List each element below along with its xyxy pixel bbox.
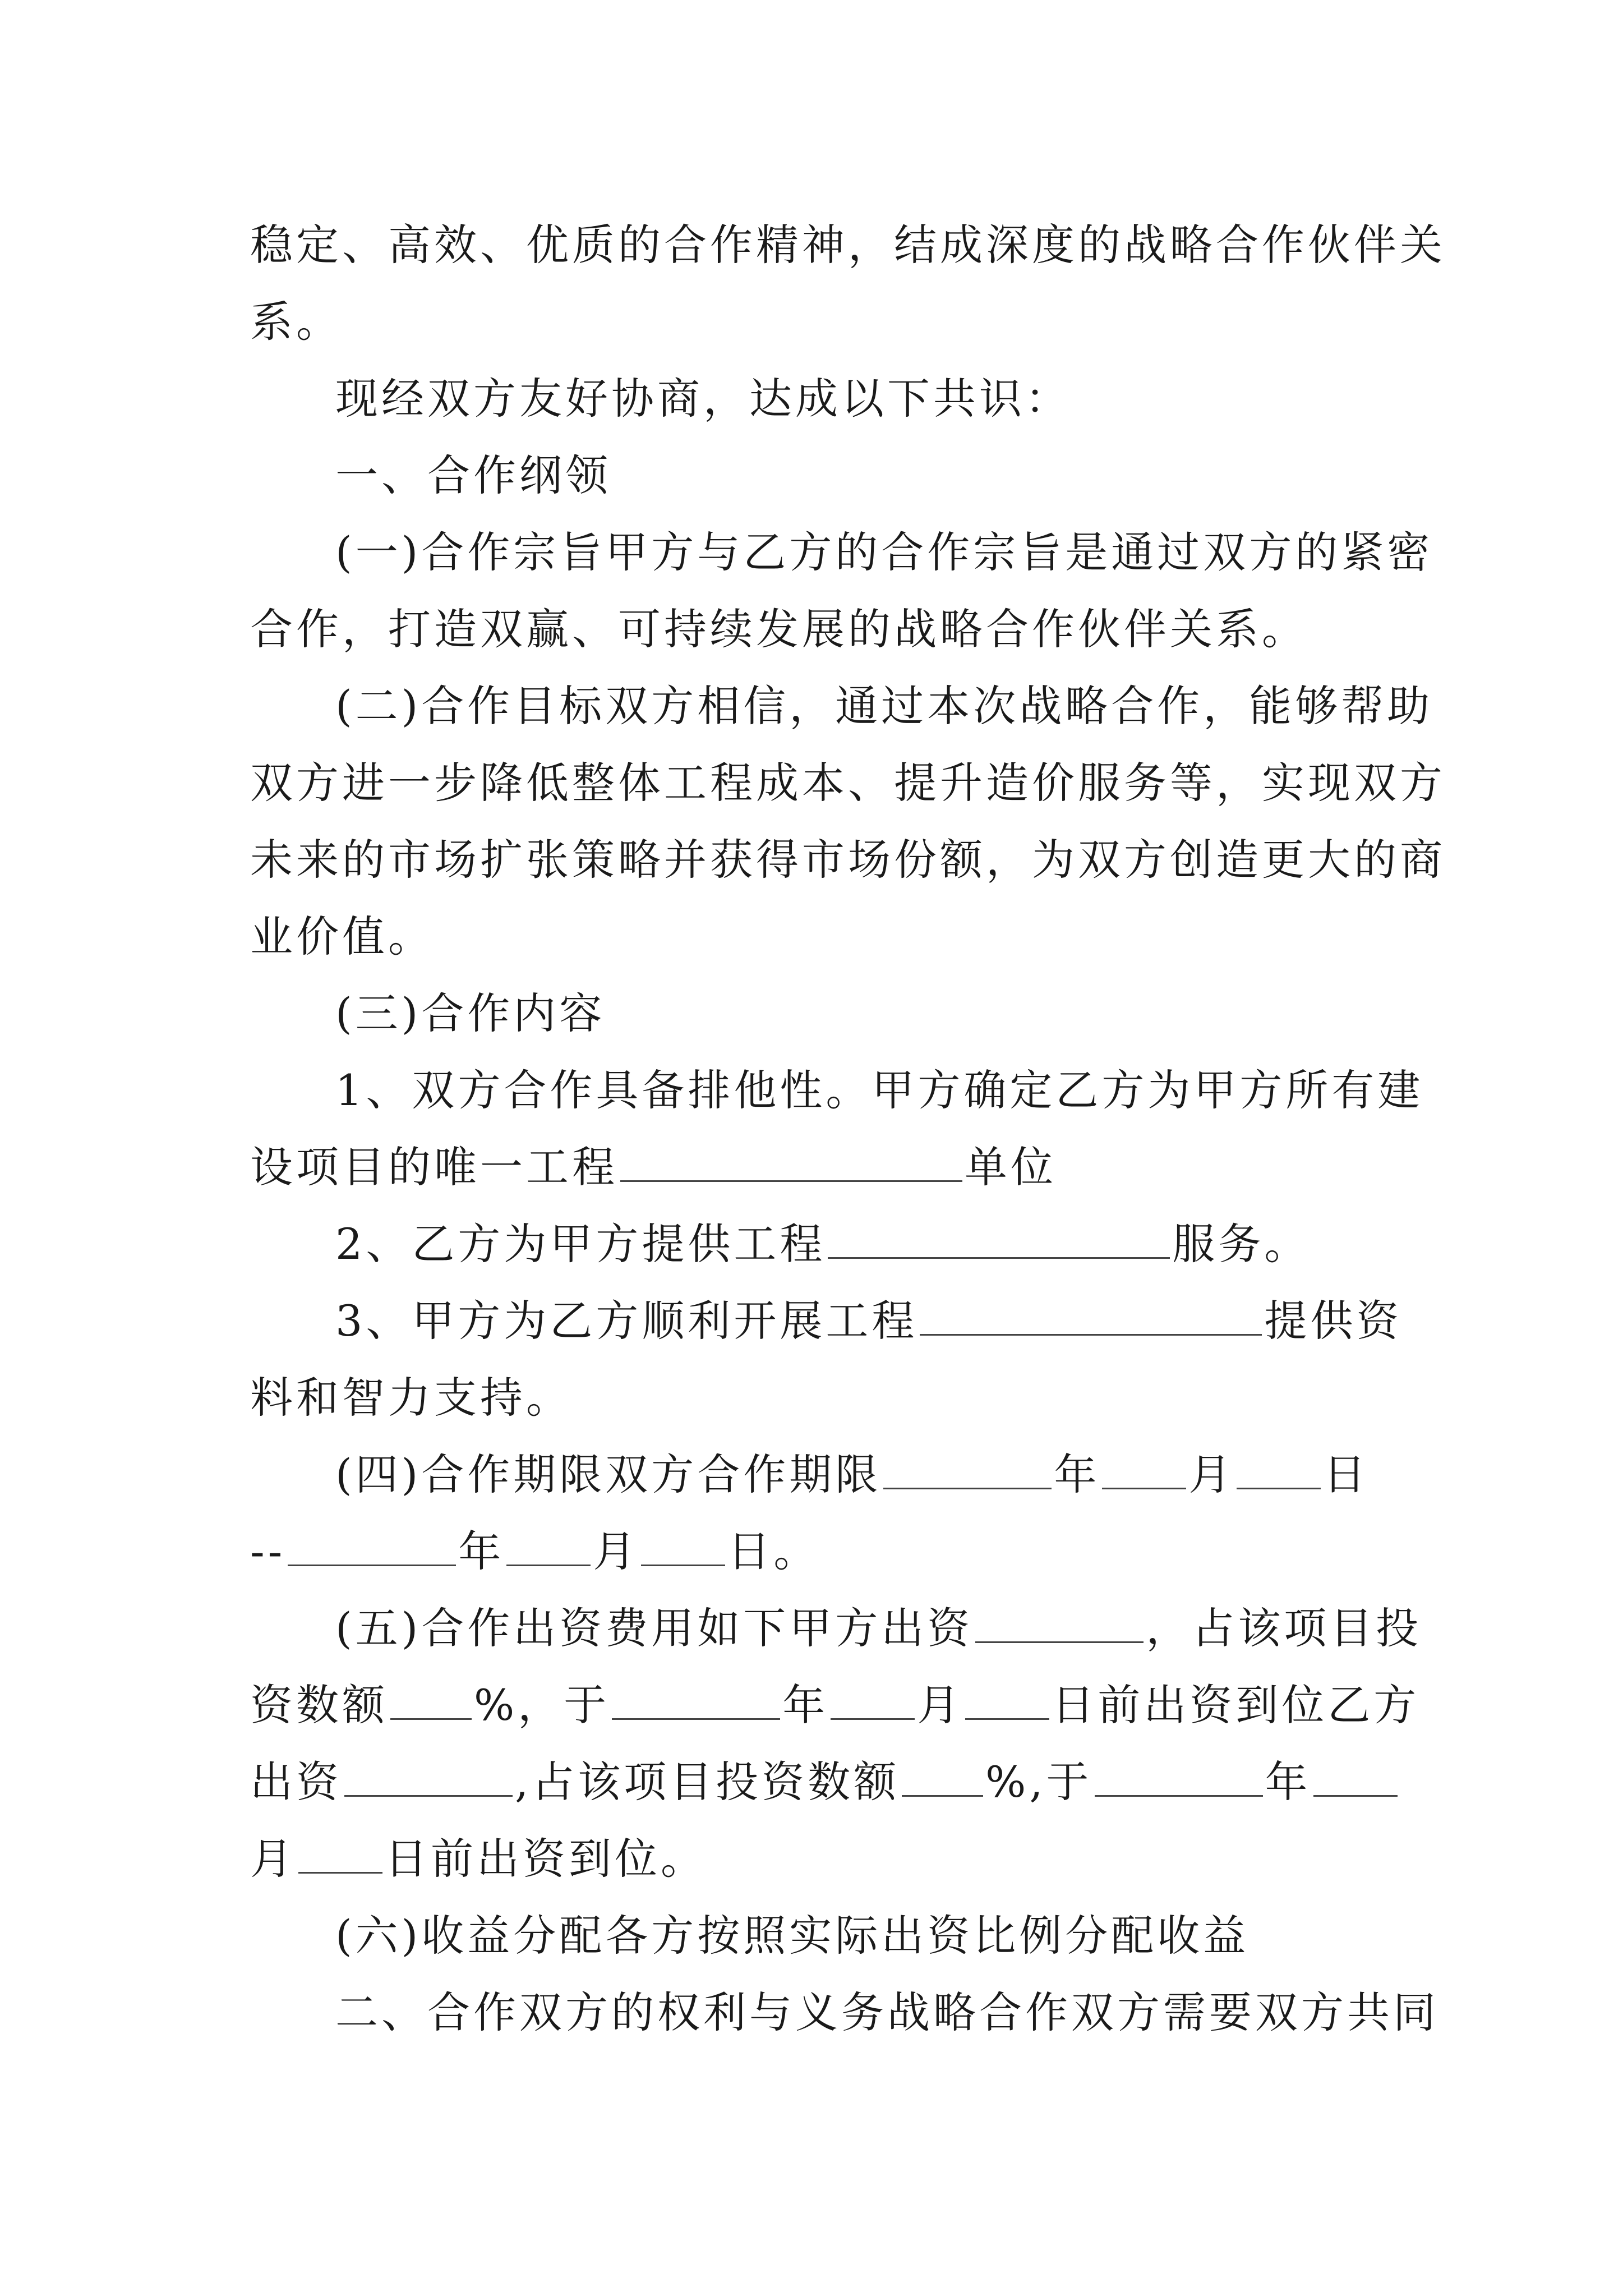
paragraph-line [250, 1205, 1389, 1282]
fill-in-blank [1102, 1448, 1186, 1489]
text-segment: %，于 [474, 1680, 610, 1730]
fill-in-blank [641, 1525, 725, 1566]
subsection-heading: (三)合作内容 [335, 988, 606, 1038]
text-segment: -- [250, 1526, 286, 1576]
fill-in-blank [831, 1679, 915, 1720]
fill-in-blank [965, 1679, 1049, 1720]
fill-in-blank [902, 1756, 983, 1797]
paragraph-line: 双方进一步降低整体工程成本、提升造价服务等，实现双方 [250, 758, 1446, 808]
paragraph-line: 业价值。 [250, 912, 434, 961]
text-segment: 出资 [250, 1757, 342, 1807]
paragraph-line: (六)收益分配各方按照实际出资比例分配收益 [335, 1911, 1249, 1961]
paragraph-line [250, 1590, 1422, 1667]
paragraph-line [250, 1820, 1389, 1897]
paragraph-line: (一)合作宗旨甲方与乙方的合作宗旨是通过双方的紧密 [335, 527, 1433, 577]
fill-in-blank [920, 1295, 1262, 1336]
paragraph-line: 合作，打造双赢、可持续发展的战略合作伙伴关系。 [250, 604, 1308, 654]
fill-in-blank [506, 1525, 591, 1566]
fill-in-blank [612, 1679, 780, 1720]
text-segment: 日前出资到位。 [385, 1834, 707, 1884]
fill-in-blank [344, 1756, 513, 1797]
text-segment: 2、乙方为甲方提供工程 [335, 1219, 826, 1269]
paragraph-line [250, 1282, 1403, 1359]
text-segment: 3、甲方为乙方顺利开展工程 [335, 1296, 918, 1346]
fill-in-blank [620, 1141, 962, 1182]
paragraph-line: (二)合作目标双方相信，通过本次战略合作，能够帮助 [335, 681, 1433, 731]
text-segment: ,占该项目投资数额 [515, 1757, 900, 1807]
text-segment: (四)合作期限双方合作期限 [335, 1450, 882, 1499]
fill-in-blank [288, 1525, 456, 1566]
fill-in-blank [1095, 1756, 1263, 1797]
text-segment: 设项目的唯一工程 [250, 1142, 618, 1192]
text-segment: 年 [1054, 1450, 1100, 1499]
fill-in-blank [975, 1602, 1144, 1643]
paragraph-line: 未来的市场扩张策略并获得市场份额，为双方创造更大的商 [250, 835, 1446, 885]
text-segment: 月 [1188, 1450, 1235, 1499]
paragraph-line: 系。 [250, 297, 342, 347]
text-segment: %,于 [985, 1757, 1092, 1807]
text-segment: 资数额 [250, 1680, 388, 1730]
text-segment: 单位 [965, 1142, 1057, 1192]
fill-in-blank [390, 1679, 472, 1720]
text-segment: (五)合作出资费用如下甲方出资 [335, 1603, 974, 1653]
paragraph-line [250, 1129, 1389, 1205]
text-segment: 日 [1323, 1450, 1370, 1499]
text-segment: 月 [593, 1526, 639, 1576]
fill-in-blank [828, 1218, 1170, 1259]
fill-in-blank [883, 1448, 1052, 1489]
text-segment: 日。 [727, 1526, 820, 1576]
paragraph-line: 料和智力支持。 [250, 1373, 572, 1423]
text-segment: 月 [250, 1834, 296, 1884]
section-heading: 一、合作纲领 [335, 450, 611, 500]
text-segment: 年 [782, 1680, 829, 1730]
text-segment: 服务。 [1172, 1219, 1311, 1269]
text-segment: 日前出资到位乙方 [1052, 1680, 1420, 1730]
fill-in-blank [1237, 1448, 1321, 1489]
document-body [250, 206, 1446, 2051]
text-segment: 年 [1265, 1757, 1311, 1807]
text-segment: 年 [458, 1526, 505, 1576]
paragraph-line: 现经双方友好协商，达成以下共识： [335, 374, 1071, 424]
paragraph-line [250, 1436, 1389, 1513]
paragraph-line [250, 1667, 1420, 1743]
paragraph-line: 稳定、高效、优质的合作精神，结成深度的战略合作伙伴关 [250, 220, 1446, 270]
text-segment: 月 [917, 1680, 963, 1730]
paragraph-line: 1、双方合作具备排他性。甲方确定乙方为甲方所有建 [335, 1065, 1424, 1115]
paragraph-line: 二、合作双方的权利与义务战略合作双方需要双方共同 [335, 1987, 1439, 2037]
text-segment: ，占该项目投 [1146, 1603, 1422, 1653]
text-segment: 提供资 [1264, 1296, 1403, 1346]
paragraph-line [250, 1743, 1389, 1820]
fill-in-blank [1313, 1756, 1398, 1797]
fill-in-blank [298, 1833, 382, 1874]
paragraph-line [250, 1513, 1389, 1590]
